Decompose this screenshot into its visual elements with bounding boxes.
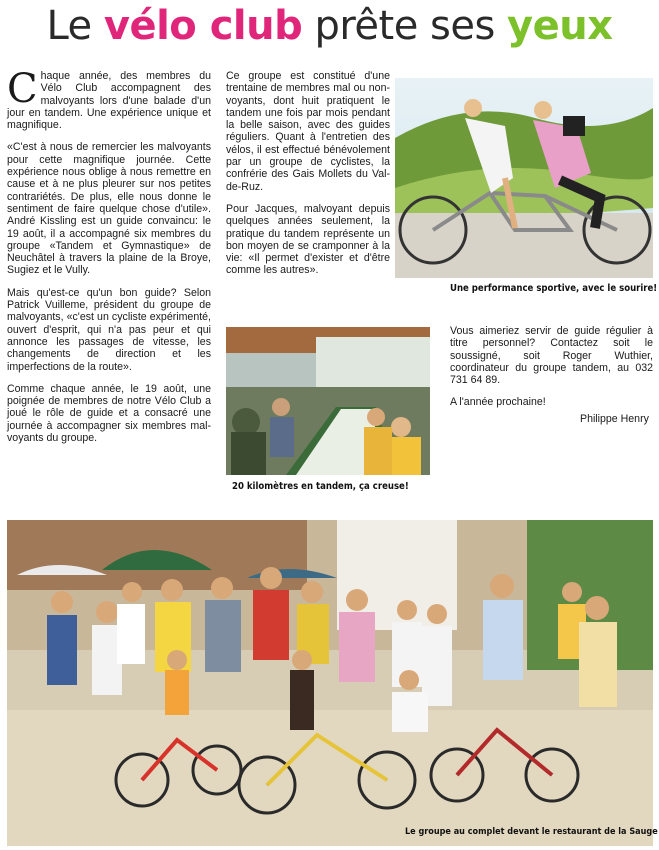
intro-paragraph: [7, 66, 211, 132]
author-signature: Philippe Henry: [580, 413, 649, 425]
title-part-4: yeux: [507, 3, 613, 49]
group-caption: Le groupe au complet devant le restaurant de la Sauge: [405, 827, 658, 837]
paragraph: Comme chaque année, le 19 août, une poignée de membres de notre Vélo Club a joué le rôle de guide et a consacré une journée à accompagner six membres mal-voyants du groupe.: [7, 382, 211, 445]
tandem-photo: [395, 78, 653, 278]
paragraph: Ce groupe est constitué d'une trentaine de membres mal ou non-voyants, dont huit pratiquent le tandem une fois par mois pendant la belle saison, avec des guides réguliers. Quant à l'entretien des vélos, il est effectué bénévolement par un groupe de cyclistes, la confrérie des Gais Mollets du Val-de-Ruz.: [226, 70, 390, 193]
title-part-2: vélo club: [103, 3, 303, 49]
group-photo: [7, 520, 653, 846]
paragraph: Pour Jacques, malvoyant depuis quelques années seulement, la pratique du tandem représente un bon moyen de se cramponner à la vie: «Il permet d'exister et d'être comme les autres».: [226, 202, 390, 277]
title-part-1: Le: [46, 3, 104, 49]
paragraph: A l'année prochaine!: [450, 396, 546, 409]
tandem-caption: Une performance sportive, avec le sourire!: [450, 283, 658, 294]
terrace-caption: 20 kilomètres en tandem, ça creuse!: [232, 481, 409, 492]
intro-text: haque année, des membres du Vélo Club accompagnent des malvoyants lors d'une balade d'un jour en tandem. Une expérience unique et magnifique.: [7, 70, 211, 132]
paragraph: «C'est à nous de remercier les malvoyants pour cette magnifique journée. Cette expérience nous oblige à nous remettre en cause et à ne plus pleurer sur nos petites contrariétés. De plus, elle nous donne le sentiment de faire quelque chose d'utile». André Kissling est un guide convaincu: le 19 août, il a accompagné six membres du groupe «Tandem et Gymnastique» de Neuchâtel à travers la plaine de la Broye, Sugiez et le Vully.: [7, 141, 211, 277]
article-title: [0, 2, 659, 50]
paragraph: Mais qu'est-ce qu'un bon guide? Selon Patrick Vuilleme, président du groupe de malvoyants, «c'est un cycliste expérimenté, ouvert d'esprit, qui n'a pas peur et qui annonce les passages de vitesse, les changements de direction et les imperfections de la route».: [7, 286, 211, 373]
paragraph: Vous aimeriez servir de guide régulier à titre personnel? Contactez soit le soussigné, soit Roger Wuthier, coordinateur du groupe tandem, au 032 731 64 89.: [450, 325, 653, 387]
article-column-3: [450, 325, 653, 419]
terrace-photo: [226, 327, 430, 475]
dropcap: C: [7, 66, 38, 112]
article-column-1: [7, 66, 211, 454]
title-part-3: prête ses: [302, 3, 508, 49]
article-column-2: [226, 70, 390, 287]
